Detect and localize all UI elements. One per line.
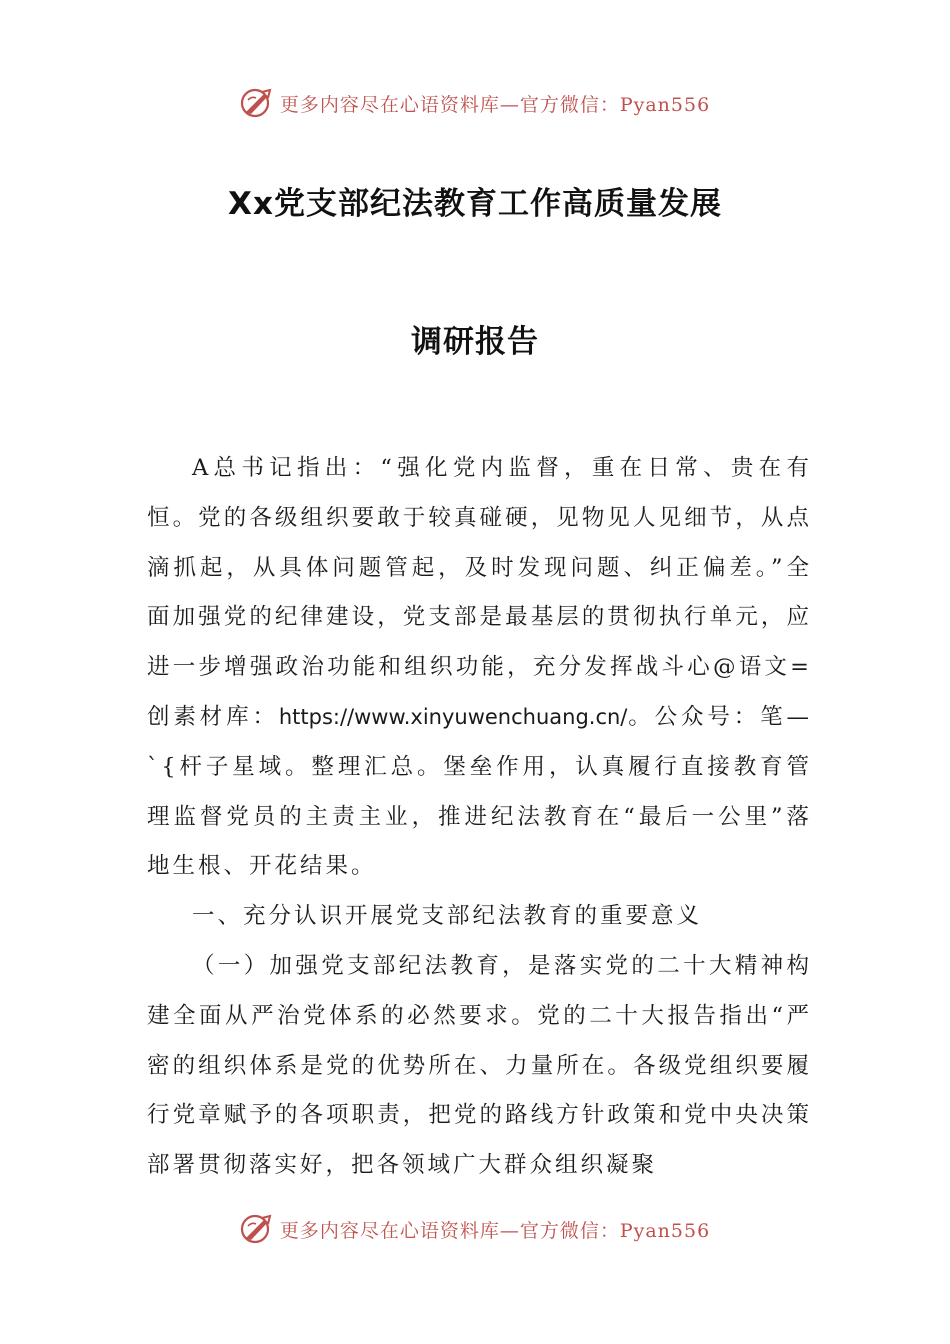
document-body (147, 444, 812, 1191)
watermark-footer (0, 1212, 950, 1246)
paragraph-intro-text-1: A总书记指出：“强化党内监督，重在日常、贵在有恒。党的各级组织要敢于较真碰硬，见物见人见细节，从点滴抓起，从具体问题管起，及时发现问题、纠正偏差。”全面加强党的纪律建设，党支部是最基层的贯彻执行单元，应进一步增强政治功能和组织功能，充分发挥战斗心@语文=创素材库： (147, 455, 812, 730)
pen-logo-icon (240, 1212, 274, 1246)
paragraph-intro-text-2: 。公众号：笔—`{杆子星域。整理汇总。堡垒作用，认真履行直接教育管理监督党员的主责主业，推进纪法教育在“最后一公里”落地生根、开花结果。 (147, 703, 812, 880)
paragraph-section-1: （一）加强党支部纪法教育，是落实党的二十大精神构建全面从严治党体系的必然要求。党的二十大报告指出“严密的组织体系是党的优势所在、力量所在。各级党组织要履行党章赋予的各项职责，把党的路线方针政策和党中央决策部署贯彻落实好，把各领域广大群众组织凝聚 (147, 952, 812, 1179)
watermark-header (0, 86, 950, 120)
document-title-line2: 调研报告 (411, 324, 539, 360)
section-heading-1: 一、充分认识开展党支部纪法教育的重要意义 (192, 903, 703, 930)
watermark-text: 更多内容尽在心语资料库—官方微信：Pyan556 (279, 93, 711, 116)
website-url: https://www.xinyuwenchuang.cn/ (278, 704, 628, 729)
paragraph-intro (147, 444, 812, 892)
pen-logo-icon (240, 86, 274, 120)
watermark-text: 更多内容尽在心语资料库—官方微信：Pyan556 (279, 1219, 711, 1242)
document-title-line1: Xx党支部纪法教育工作高质量发展 (228, 186, 722, 222)
